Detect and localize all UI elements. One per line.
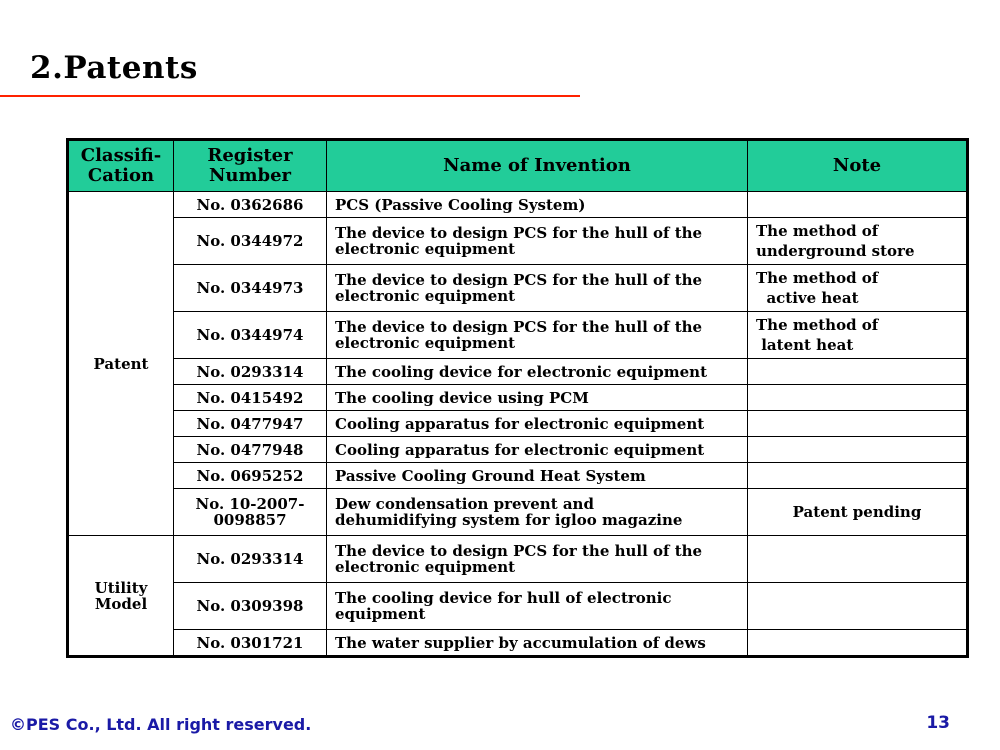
invention-name-cell: The water supplier by accumulation of dews	[327, 630, 748, 657]
invention-name-cell: The cooling device for hull of electronic equipment	[327, 583, 748, 630]
note-cell	[748, 411, 968, 437]
invention-name-cell: The cooling device for electronic equipment	[327, 359, 748, 385]
register-number-cell: No. 0344974	[174, 312, 327, 359]
table-row	[68, 536, 968, 583]
classification-cell: Patent	[68, 192, 174, 536]
register-number-cell: No. 0344973	[174, 265, 327, 312]
invention-name-cell: Dew condensation prevent and dehumidifying system for igloo magazine	[327, 489, 748, 536]
note-cell: The method of underground store	[748, 218, 968, 265]
table-row	[68, 218, 968, 265]
register-number-cell: No. 0477947	[174, 411, 327, 437]
invention-name-cell: Passive Cooling Ground Heat System	[327, 463, 748, 489]
register-number-cell: No. 0309398	[174, 583, 327, 630]
page-number: 13	[926, 713, 950, 733]
header-classification: Classifi- Cation	[68, 140, 174, 192]
register-number-cell: No. 0362686	[174, 192, 327, 218]
register-number-cell: No. 0344972	[174, 218, 327, 265]
table-row	[68, 265, 968, 312]
table-row	[68, 583, 968, 630]
invention-name-cell: Cooling apparatus for electronic equipment	[327, 437, 748, 463]
invention-name-cell: The device to design PCS for the hull of the electronic equipment	[327, 312, 748, 359]
header-note: Note	[748, 140, 968, 192]
copyright-footer: ©PES Co., Ltd. All right reserved.	[10, 715, 312, 734]
register-number-cell: No. 0477948	[174, 437, 327, 463]
invention-name-cell: The device to design PCS for the hull of the electronic equipment	[327, 536, 748, 583]
invention-name-cell: The device to design PCS for the hull of the electronic equipment	[327, 265, 748, 312]
table-row	[68, 359, 968, 385]
note-cell	[748, 385, 968, 411]
table-row	[68, 192, 968, 218]
slide-title: 2.Patents	[30, 50, 198, 86]
title-underline	[0, 95, 580, 97]
table-row	[68, 385, 968, 411]
table-row	[68, 312, 968, 359]
table-body	[68, 192, 968, 657]
note-cell: The method of latent heat	[748, 312, 968, 359]
note-cell	[748, 463, 968, 489]
register-number-cell: No. 0301721	[174, 630, 327, 657]
classification-cell: Utility Model	[68, 536, 174, 657]
note-cell	[748, 536, 968, 583]
header-register-number: Register Number	[174, 140, 327, 192]
table-row	[68, 463, 968, 489]
note-cell	[748, 192, 968, 218]
patents-table	[66, 138, 969, 658]
table-row	[68, 411, 968, 437]
register-number-cell: No. 0293314	[174, 359, 327, 385]
table-header-row	[68, 140, 968, 192]
note-cell: Patent pending	[748, 489, 968, 536]
register-number-cell: No. 0293314	[174, 536, 327, 583]
table-row	[68, 437, 968, 463]
table-row	[68, 630, 968, 657]
invention-name-cell: The device to design PCS for the hull of the electronic equipment	[327, 218, 748, 265]
note-cell	[748, 630, 968, 657]
register-number-cell: No. 0695252	[174, 463, 327, 489]
note-cell	[748, 437, 968, 463]
invention-name-cell: Cooling apparatus for electronic equipment	[327, 411, 748, 437]
table-row	[68, 489, 968, 536]
note-cell	[748, 583, 968, 630]
invention-name-cell: PCS (Passive Cooling System)	[327, 192, 748, 218]
note-cell: The method of active heat	[748, 265, 968, 312]
note-cell	[748, 359, 968, 385]
register-number-cell: No. 10-2007- 0098857	[174, 489, 327, 536]
register-number-cell: No. 0415492	[174, 385, 327, 411]
header-name-of-invention: Name of Invention	[327, 140, 748, 192]
invention-name-cell: The cooling device using PCM	[327, 385, 748, 411]
